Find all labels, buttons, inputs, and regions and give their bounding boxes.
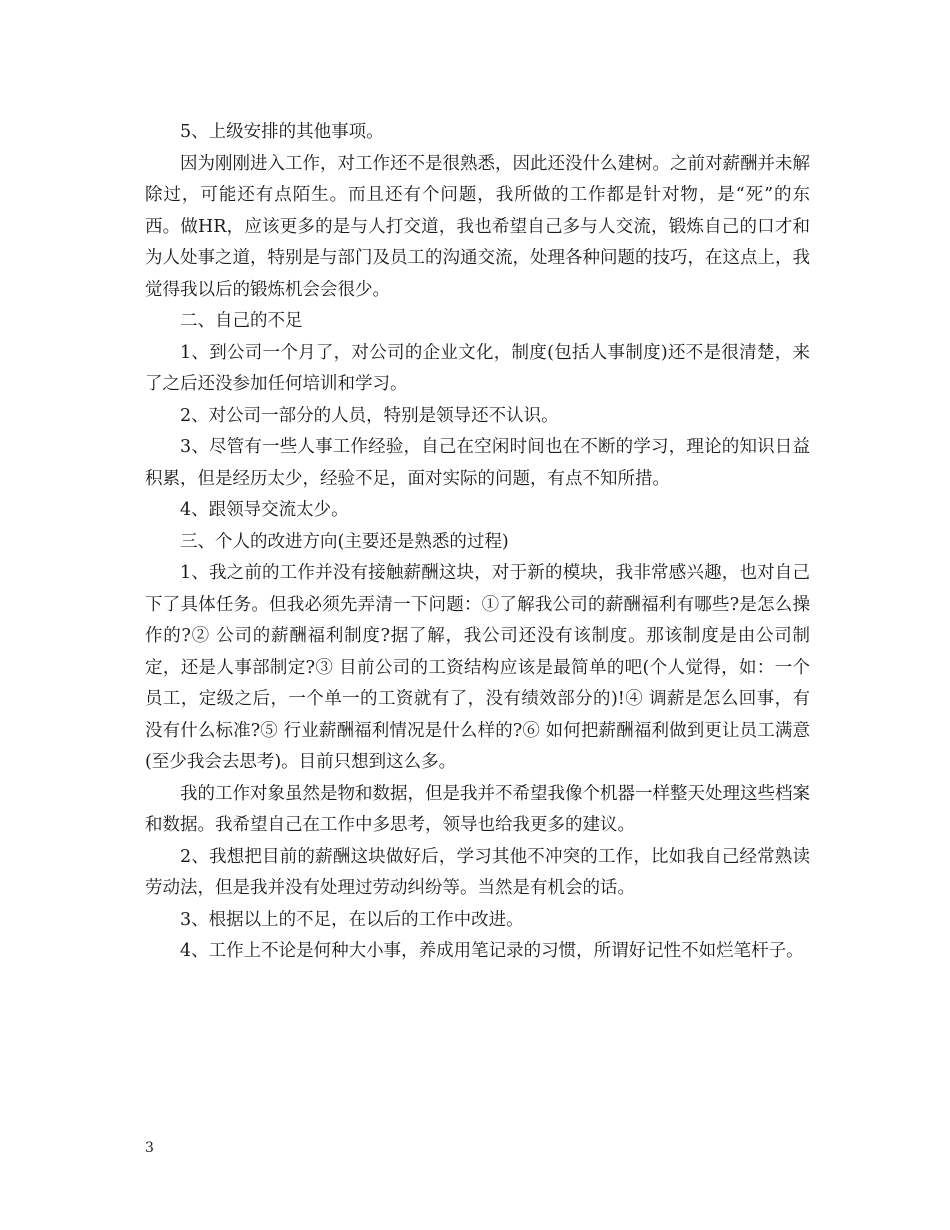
section-heading-shortcomings: 二、自己的不足 [180,311,303,331]
paragraph-improvement-3: 3、根据以上的不足，在以后的工作中改进。 [180,909,524,930]
paragraph-shortcoming-4: 4、跟领导交流太少。 [180,500,349,520]
paragraph-intro-work: 因为刚刚进入工作，对工作还不是很熟悉，因此还没什么建树。之前对薪酬并未解除过，可能还有点陌生。而且还有个问题，我所做的工作都是针对物，是“死”的东西。做HR，应该更多的是与人打交道，我也希望自己多与人交流，锻炼自己的口才和为人处事之道，特别是与部门及员工的沟通交流，处理各种问题的技巧，在这点上，我觉得我以后的锻炼机会会很少。 [145,153,810,300]
paragraph-improvement-4: 4、工作上不论是何种大小事，养成用笔记录的习惯，所谓好记性不如烂笔杆子。 [180,941,804,961]
paragraph-shortcoming-2: 2、对公司一部分的人员，特别是领导还不认识。 [180,405,559,426]
paragraph-shortcoming-1: 1、到公司一个月了，对公司的企业文化，制度(包括人事制度)还不是很清楚，来了之后还没参加任何培训和学习。 [145,342,810,394]
paragraph-improvement-2: 2、我想把目前的薪酬这块做好后，学习其他不冲突的工作，比如我自己经常熟读劳动法，但是我并没有处理过劳动纠纷等。当然是有机会的话。 [145,846,810,898]
paragraph-shortcoming-3: 3、尽管有一些人事工作经验，自己在空闲时间也在不断的学习，理论的知识日益积累，但是经历太少，经验不足，面对实际的问题，有点不知所措。 [145,437,810,489]
document-body [145,117,810,968]
paragraph-work-object: 我的工作对象虽然是物和数据，但是我并不希望我像个机器一样整天处理这些档案和数据。我希望自己在工作中多思考，领导也给我更多的建议。 [145,783,810,835]
paragraph-item-5: 5、上级安排的其他事项。 [180,122,384,142]
section-heading-improvement: 三、个人的改进方向(主要还是熟悉的过程) [180,531,509,552]
paragraph-improvement-1: 1、我之前的工作并没有接触薪酬这块，对于新的模块，我非常感兴趣，也对自己下了具体任务。但我必须先弄清一下问题：①了解我公司的薪酬福利有哪些?是怎么操作的?② 公司的薪酬福利制度?据了解，我公司还没有该制度。那该制度是由公司制定，还是人事部制定?③ 目前公司的工资结构应该是最简单的吧(个人觉得，如：一个员工，定级之后，一个单一的工资就有了，没有绩效部分的)!④ 调薪是怎么回事，有没有什么标准?⑤ 行业薪酬福利情况是什么样的?⑥ 如何把薪酬福利做到更让员工满意(至少我会去思考)。目前只想到这么多。 [145,563,810,772]
page-number: 3 [145,1140,154,1156]
